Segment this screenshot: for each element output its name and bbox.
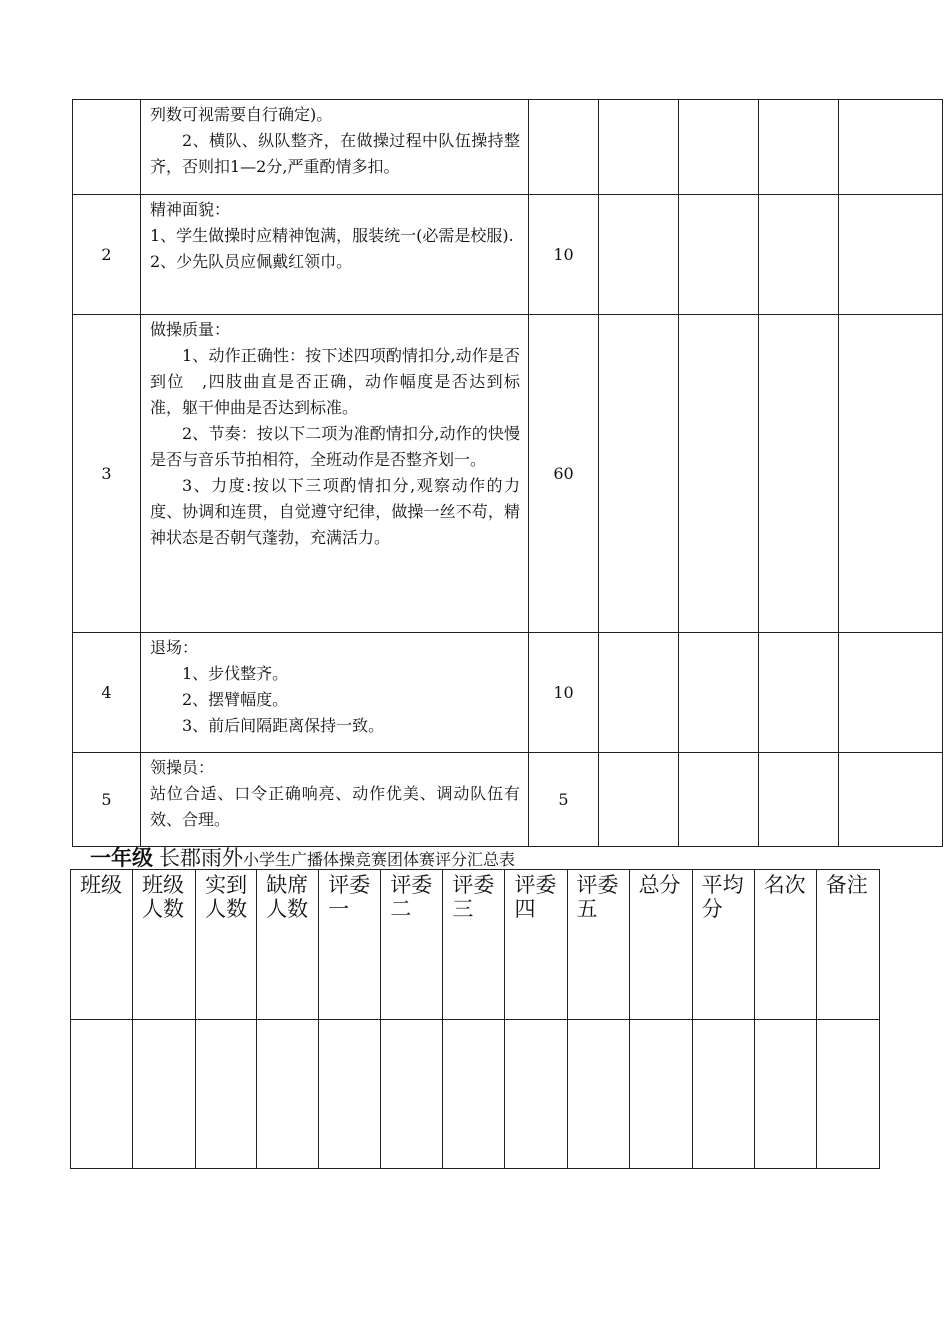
judge-score-cell[interactable] [759, 100, 839, 195]
criteria-number: 3 [73, 315, 141, 633]
title-school: 长郡雨外 [159, 846, 243, 870]
criteria-score [529, 100, 599, 195]
judge-score-cell[interactable] [759, 195, 839, 315]
judge-score-cell[interactable] [839, 753, 943, 847]
summary-input-cell[interactable] [443, 1020, 505, 1169]
title-subtitle: 小学生广播体操竞赛团体赛评分汇总表 [243, 850, 516, 869]
criteria-paragraph: 退场： [150, 638, 199, 657]
summary-header-cell: 平均分 [692, 870, 754, 1020]
criteria-row [73, 753, 943, 847]
judge-score-cell[interactable] [679, 633, 759, 753]
judge-score-cell[interactable] [599, 753, 679, 847]
summary-header-cell: 评委一 [319, 870, 381, 1020]
summary-header-cell: 缺席人数 [257, 870, 319, 1020]
criteria-row [73, 195, 943, 315]
criteria-number: 5 [73, 753, 141, 847]
summary-blank-row [71, 1020, 880, 1169]
criteria-paragraph: 精神面貌： [150, 200, 231, 219]
criteria-paragraph: 2、少先队员应佩戴红领巾。 [150, 252, 353, 271]
criteria-number [73, 100, 141, 195]
criteria-score: 60 [529, 315, 599, 633]
summary-header-cell: 总分 [629, 870, 692, 1020]
summary-input-cell[interactable] [381, 1020, 443, 1169]
criteria-paragraph: 3、力度:按以下三项酌情扣分,观察动作的力度、协调和连贯，自觉遵守纪律，做操一丝不苟，精神状态是否朝气蓬勃，充满活力。 [150, 476, 520, 547]
criteria-paragraph: 1、学生做操时应精神饱满，服装统一(必需是校服). [150, 226, 514, 245]
summary-input-cell[interactable] [567, 1020, 629, 1169]
judge-score-cell[interactable] [839, 195, 943, 315]
criteria-number: 2 [73, 195, 141, 315]
judge-score-cell[interactable] [599, 315, 679, 633]
criteria-content [141, 100, 529, 195]
summary-input-cell[interactable] [505, 1020, 567, 1169]
judge-score-cell[interactable] [679, 315, 759, 633]
judge-score-cell[interactable] [679, 195, 759, 315]
criteria-paragraph: 3、前后间隔距离保持一致。 [182, 716, 385, 735]
summary-header-cell: 评委五 [567, 870, 629, 1020]
judge-score-cell[interactable] [759, 633, 839, 753]
criteria-paragraph: 2、横队、纵队整齐，在做操过程中队伍操持整齐，否则扣1—2分,严重酌情多扣。 [150, 131, 520, 176]
criteria-score: 10 [529, 195, 599, 315]
criteria-paragraph: 领操员： [150, 758, 215, 777]
title-grade: 一年级 [90, 846, 153, 870]
criteria-row [73, 315, 943, 633]
summary-header-cell: 名次 [754, 870, 816, 1020]
summary-header-cell: 实到人数 [196, 870, 257, 1020]
criteria-content [141, 195, 529, 315]
judge-score-cell[interactable] [599, 195, 679, 315]
judge-score-cell[interactable] [679, 753, 759, 847]
criteria-row [73, 633, 943, 753]
summary-header-cell: 评委二 [381, 870, 443, 1020]
criteria-paragraph: 1、步伐整齐。 [182, 664, 289, 683]
summary-input-cell[interactable] [816, 1020, 879, 1169]
judge-score-cell[interactable] [759, 753, 839, 847]
criteria-row [73, 100, 943, 195]
summary-table [70, 869, 880, 1169]
summary-header-cell: 班级 [71, 870, 133, 1020]
criteria-content [141, 633, 529, 753]
criteria-paragraph: 2、摆臂幅度。 [182, 690, 289, 709]
summary-input-cell[interactable] [319, 1020, 381, 1169]
judge-score-cell[interactable] [599, 100, 679, 195]
summary-header-cell: 班级人数 [133, 870, 196, 1020]
summary-input-cell[interactable] [133, 1020, 196, 1169]
summary-input-cell[interactable] [196, 1020, 257, 1169]
judge-score-cell[interactable] [599, 633, 679, 753]
criteria-paragraph: 2、节奏：按以下二项为准酌情扣分,动作的快慢是否与音乐节拍相符，全班动作是否整齐划一。 [150, 424, 520, 469]
judge-score-cell[interactable] [839, 315, 943, 633]
criteria-score: 10 [529, 633, 599, 753]
summary-input-cell[interactable] [692, 1020, 754, 1169]
criteria-content [141, 315, 529, 633]
summary-input-cell[interactable] [754, 1020, 816, 1169]
summary-header-cell: 评委四 [505, 870, 567, 1020]
judge-score-cell[interactable] [839, 100, 943, 195]
summary-input-cell[interactable] [257, 1020, 319, 1169]
criteria-paragraph: 做操质量： [150, 320, 231, 339]
judge-score-cell[interactable] [759, 315, 839, 633]
summary-header-cell: 评委三 [443, 870, 505, 1020]
criteria-paragraph: 站位合适、口令正确响亮、动作优美、调动队伍有效、合理。 [150, 784, 520, 829]
judge-score-cell[interactable] [839, 633, 943, 753]
criteria-number: 4 [73, 633, 141, 753]
judge-score-cell[interactable] [679, 100, 759, 195]
criteria-paragraph: 1、动作正确性：按下述四项酌情扣分,动作是否到位 ,四肢曲直是否正确，动作幅度是否达到标准，躯干伸曲是否达到标准。 [150, 346, 520, 417]
criteria-content [141, 753, 529, 847]
summary-input-cell[interactable] [629, 1020, 692, 1169]
summary-input-cell[interactable] [71, 1020, 133, 1169]
criteria-score: 5 [529, 753, 599, 847]
criteria-paragraph: 列数可视需要自行确定)。 [150, 105, 333, 124]
summary-header-cell: 备注 [816, 870, 879, 1020]
summary-header-row [71, 870, 880, 1020]
criteria-table [72, 99, 943, 847]
